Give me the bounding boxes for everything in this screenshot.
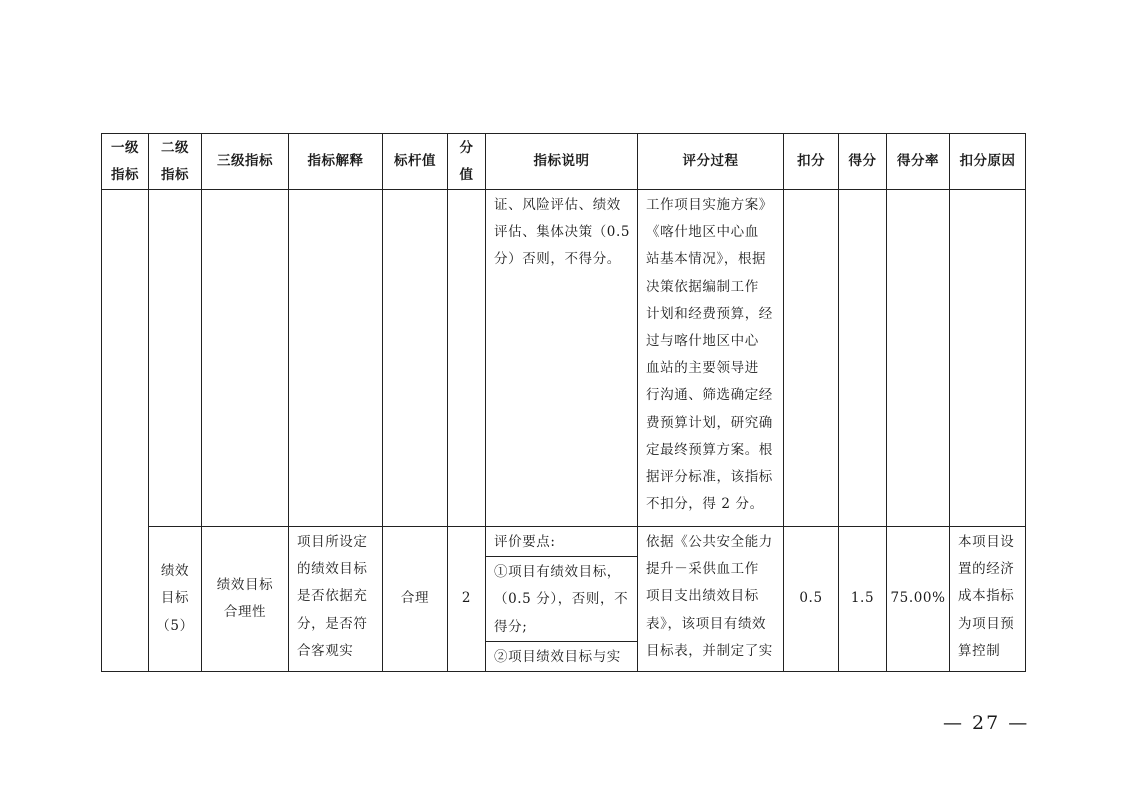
description-cell: 评价要点: ①项目有绩效目标， （0.5 分），否则，不 得分; ②项目绩效目标与实 bbox=[486, 527, 638, 672]
table-header-row bbox=[102, 134, 1026, 190]
header-level1-indicator: 一级 指标 bbox=[102, 134, 149, 190]
table-row bbox=[102, 190, 1026, 527]
evaluation-table bbox=[101, 133, 1026, 672]
table-row bbox=[102, 527, 1026, 672]
header-level3-indicator: 三级指标 bbox=[202, 134, 289, 190]
header-indicator-explanation: 指标解释 bbox=[289, 134, 383, 190]
header-level2-indicator: 二级 指标 bbox=[149, 134, 202, 190]
explanation-cell: 项目所设定 的绩效目标 是否依据充 分，是否符 合客观实 bbox=[289, 527, 383, 672]
rate-cell: 75.00% bbox=[887, 527, 950, 672]
level3-cell: 绩效目标 合理性 bbox=[202, 527, 289, 672]
reason-cell bbox=[950, 190, 1026, 527]
header-score: 分 值 bbox=[448, 134, 486, 190]
rate-cell bbox=[887, 190, 950, 527]
level1-cell bbox=[102, 190, 149, 672]
benchmark-cell bbox=[383, 190, 448, 527]
deduction-cell: 0.5 bbox=[784, 527, 839, 672]
score-cell bbox=[448, 190, 486, 527]
benchmark-cell: 合理 bbox=[383, 527, 448, 672]
reason-cell: 本项目设 置的经济 成本指标 为项目预 算控制 bbox=[950, 527, 1026, 672]
header-score-rate: 得分率 bbox=[887, 134, 950, 190]
deduction-cell bbox=[784, 190, 839, 527]
score-cell: 2 bbox=[448, 527, 486, 672]
header-benchmark: 标杆值 bbox=[383, 134, 448, 190]
explanation-cell bbox=[289, 190, 383, 527]
header-earned-score: 得分 bbox=[839, 134, 887, 190]
header-scoring-process: 评分过程 bbox=[638, 134, 784, 190]
scoring-process-cell: 依据《公共安全能力 提升－采供血工作 项目支出绩效目标 表》，该项目有绩效 目标表，并制定了实 bbox=[638, 527, 784, 672]
header-indicator-description: 指标说明 bbox=[486, 134, 638, 190]
description-cell: 证、风险评估、绩效 评估、集体决策（0.5 分）否则，不得分。 bbox=[486, 190, 638, 527]
page-number: — 27 — bbox=[943, 712, 1030, 734]
level3-cell bbox=[202, 190, 289, 527]
level2-cell bbox=[149, 190, 202, 527]
earned-cell: 1.5 bbox=[839, 527, 887, 672]
scoring-process-cell: 工作项目实施方案》 《喀什地区中心血 站基本情况》，根据 决策依据编制工作 计划和经费预算，经 过与喀什地区中心 血站的主要领导进 行沟通、筛选确定经 费预算计划，研究确 定最终预算方案。根 据评分标准，该指标 不扣分，得 2 分。 bbox=[638, 190, 784, 527]
header-deduction: 扣分 bbox=[784, 134, 839, 190]
header-deduction-reason: 扣分原因 bbox=[950, 134, 1026, 190]
earned-cell bbox=[839, 190, 887, 527]
level2-cell: 绩效 目标 （5） bbox=[149, 527, 202, 672]
